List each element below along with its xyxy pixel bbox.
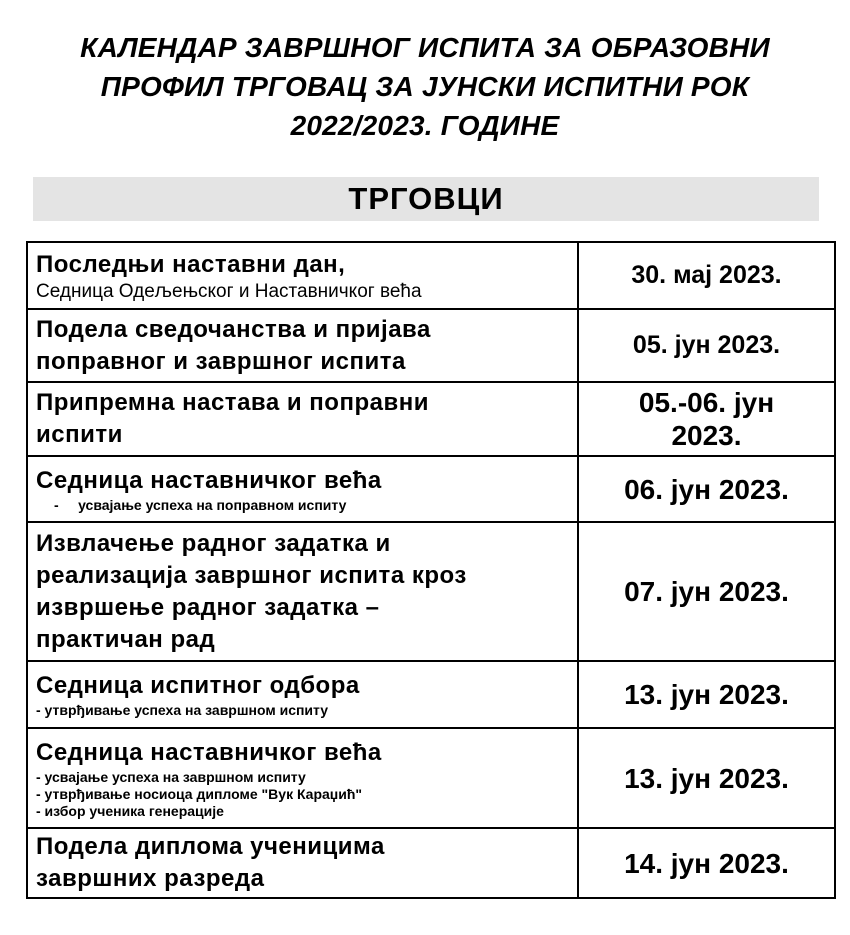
date-cell [578, 309, 835, 382]
event-date: 13. јун 2023. [624, 679, 789, 710]
event-date-year: 2023. [671, 420, 742, 451]
table-row [27, 661, 835, 728]
event-title: Последњи наставни дан, [36, 250, 346, 278]
event-note: - усвајање успеха на поправном испиту [54, 496, 347, 513]
section-banner: ТРГОВЦИ [33, 177, 819, 221]
event-date: 14. јун 2023. [624, 847, 789, 879]
event-title: Седница наставничког већа [36, 466, 382, 494]
event-subtitle: Седница Одељењског и Наставничког већа [36, 280, 422, 302]
date-cell [578, 728, 835, 828]
event-title-cont: завршних разреда [36, 865, 265, 892]
event-date: 13. јун 2023. [624, 762, 789, 794]
event-cell [27, 382, 578, 456]
table-row [27, 728, 835, 828]
date-cell [578, 242, 835, 309]
event-note: - избор ученика генерације [36, 802, 224, 819]
event-note: - усвајање успеха на завршном испиту [36, 768, 306, 785]
table-row [27, 382, 835, 456]
table-row [27, 828, 835, 898]
event-title: Седница испитног одбора [36, 672, 360, 699]
event-date: 05. јун 2023. [632, 331, 781, 359]
event-title-cont: извршење радног задатка – [36, 593, 380, 621]
date-cell [578, 828, 835, 898]
event-cell [27, 728, 578, 828]
event-note: - утврђивање успеха на завршном испиту [36, 702, 329, 718]
event-cell [27, 242, 578, 309]
schedule-table [26, 241, 836, 899]
table-row [27, 522, 835, 661]
event-cell [27, 456, 578, 522]
event-date: 07. јун 2023. [624, 576, 789, 607]
event-date: 06. јун 2023. [624, 473, 789, 505]
event-title: Подела сведочанства и пријава [36, 315, 431, 343]
date-cell [578, 382, 835, 456]
event-date: 30. мај 2023. [631, 261, 782, 289]
event-title: Подела диплома ученицима [36, 833, 385, 860]
event-title: Извлачење радног задатка и [36, 529, 391, 557]
event-title-cont: испити [36, 421, 123, 448]
date-cell [578, 661, 835, 728]
title-line-3: 2022/2023. ГОДИНЕ [290, 110, 560, 141]
table-row [27, 456, 835, 522]
document-title [0, 28, 850, 145]
event-title: Припремна настава и поправни [36, 389, 429, 416]
date-cell [578, 522, 835, 661]
event-date: 05.-06. јун [638, 387, 775, 418]
table-row [27, 309, 835, 382]
event-title-cont: поправног и завршног испита [36, 347, 406, 375]
event-note: - утврђивање носиоца дипломе "Вук Караџић" [36, 785, 363, 802]
date-cell [578, 456, 835, 522]
event-title-cont: практичан рад [36, 625, 216, 653]
title-line-2: ПРОФИЛ ТРГОВАЦ ЗА ЈУНСКИ ИСПИТНИ РОК [100, 71, 750, 102]
event-cell [27, 309, 578, 382]
title-line-1: КАЛЕНДАР ЗАВРШНОГ ИСПИТА ЗА ОБРАЗОВНИ [80, 32, 770, 63]
event-cell [27, 828, 578, 898]
event-title-cont: реализација завршног испита кроз [36, 561, 467, 589]
event-title: Седница наставничког већа [36, 738, 382, 766]
event-cell [27, 522, 578, 661]
table-row [27, 242, 835, 309]
event-cell [27, 661, 578, 728]
